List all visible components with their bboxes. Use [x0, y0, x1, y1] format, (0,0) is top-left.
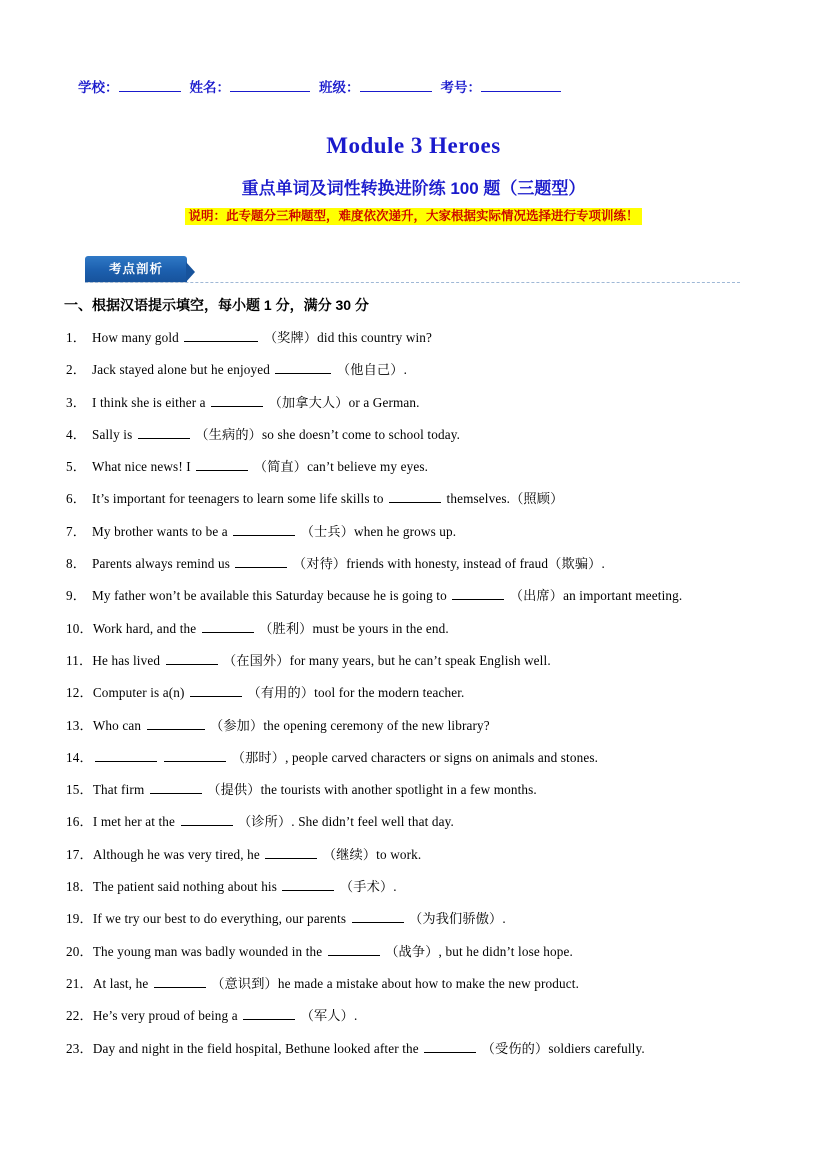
answer-blank[interactable] — [211, 394, 263, 407]
question-text-after: （简直）can’t believe my eyes. — [250, 459, 429, 475]
question-number: 5． — [66, 459, 87, 475]
question-text-before: My brother wants to be a — [92, 523, 232, 539]
answer-blank[interactable] — [233, 523, 295, 536]
answer-blank[interactable] — [190, 684, 242, 697]
question-item — [66, 839, 766, 871]
question-text-after: （意识到）he made a mistake about how to make the new product. — [207, 975, 580, 991]
name-blank[interactable] — [230, 78, 310, 92]
question-text-after: （战争）, but he didn’t lose hope. — [381, 943, 573, 959]
question-item — [66, 968, 766, 1000]
school-blank[interactable] — [119, 78, 181, 92]
question-item — [66, 322, 766, 354]
question-text-before: He’s very proud of being a — [92, 1008, 242, 1024]
student-info-header — [78, 76, 758, 96]
section-banner-tab: 考点剖析 — [85, 256, 187, 282]
answer-blank[interactable] — [147, 717, 205, 730]
answer-blank[interactable] — [138, 426, 190, 439]
question-item — [66, 677, 766, 709]
question-text-before: Parents always remind us — [92, 556, 234, 572]
question-number: 14． — [66, 749, 93, 765]
answer-blank[interactable] — [275, 361, 331, 374]
answer-blank[interactable] — [328, 943, 380, 956]
answer-blank[interactable] — [389, 490, 441, 503]
question-text-after: （军人）. — [297, 1008, 358, 1024]
question-item — [66, 516, 766, 548]
answer-blank[interactable] — [352, 910, 404, 923]
answer-blank[interactable] — [265, 846, 317, 859]
question-text-after: （加拿大人）or a German. — [265, 394, 420, 410]
question-text-after: （受伤的）soldiers carefully. — [478, 1040, 645, 1056]
answer-blank[interactable] — [235, 555, 287, 568]
answer-blank[interactable] — [452, 587, 504, 600]
question-item — [66, 806, 766, 838]
question-text-after: （生病的）so she doesn’t come to school today. — [191, 426, 461, 442]
question-text-after: （出席）an important meeting. — [506, 588, 683, 604]
question-text-before: If we try our best to do everything, our parents — [92, 911, 350, 927]
question-number: 8． — [66, 556, 87, 572]
answer-blank[interactable] — [196, 458, 248, 471]
question-text-before: Computer is a(n) — [92, 685, 189, 701]
question-text-before: Jack stayed alone but he enjoyed — [92, 362, 274, 378]
question-number: 17． — [66, 846, 93, 862]
question-text-before: Although he was very tired, he — [92, 846, 264, 862]
name-label: 姓名： — [189, 80, 230, 95]
question-text-before: That firm — [92, 782, 148, 798]
question-number: 23． — [66, 1040, 93, 1056]
question-text-after: （为我们骄傲）. — [405, 911, 506, 927]
question-item — [66, 645, 766, 677]
answer-blank[interactable] — [164, 749, 226, 762]
question-number: 6． — [66, 491, 87, 507]
answer-blank[interactable] — [184, 329, 258, 342]
question-text-after: （参加）the opening ceremony of the new library? — [206, 717, 490, 733]
question-text-before: What nice news! I — [92, 459, 195, 475]
question-text-before: It’s important for teenagers to learn some life skills to — [92, 491, 388, 507]
question-item — [66, 1000, 766, 1032]
question-text-before: Work hard, and the — [92, 620, 200, 636]
question-text-before: The patient said nothing about his — [92, 879, 281, 895]
answer-blank[interactable] — [150, 781, 202, 794]
question-item — [66, 354, 766, 386]
answer-blank[interactable] — [154, 975, 206, 988]
question-text-before: Day and night in the field hospital, Bethune looked after the — [92, 1040, 423, 1056]
question-text-after: （奖牌）did this country win? — [260, 330, 433, 345]
question-number: 22． — [66, 1008, 93, 1024]
answer-blank[interactable] — [424, 1040, 476, 1053]
page-title: Module 3 Heroes — [326, 133, 501, 158]
question-number: 20． — [66, 943, 93, 959]
question-item — [66, 871, 766, 903]
answer-blank[interactable] — [202, 620, 254, 633]
question-number: 13． — [66, 717, 93, 733]
exam-number-label: 考号： — [440, 80, 481, 95]
question-item — [66, 387, 766, 419]
note-container — [0, 207, 827, 225]
question-item — [66, 1033, 766, 1065]
question-item — [66, 580, 766, 612]
question-item — [66, 451, 766, 483]
class-label: 班级： — [319, 80, 360, 95]
answer-blank[interactable] — [95, 749, 157, 762]
question-text-after: （提供）the tourists with another spotlight in a few months. — [203, 782, 537, 798]
question-item — [66, 483, 766, 515]
question-text-after: （士兵）when he grows up. — [297, 523, 457, 539]
question-text-before: The young man was badly wounded in the — [92, 943, 326, 959]
question-text-after: （他自己）. — [333, 362, 408, 378]
question-number: 16． — [66, 814, 93, 830]
question-number: 9． — [66, 588, 87, 604]
question-number: 10． — [66, 620, 93, 636]
question-text-before: At last, he — [92, 975, 152, 991]
question-number: 1． — [66, 330, 87, 345]
question-text-before: Who can — [92, 717, 145, 733]
question-item — [66, 419, 766, 451]
question-text-before: I met her at the — [92, 814, 179, 830]
question-text-before: I think she is either a — [92, 394, 210, 410]
question-number: 12． — [66, 685, 93, 701]
school-label: 学校： — [78, 80, 119, 95]
question-list — [66, 322, 766, 1065]
question-number: 4． — [66, 426, 87, 442]
question-number: 21． — [66, 975, 93, 991]
question-text-after: themselves.（照顾） — [443, 491, 564, 507]
question-item — [66, 742, 766, 774]
question-number: 15． — [66, 782, 93, 798]
class-blank[interactable] — [360, 78, 432, 92]
question-item — [66, 710, 766, 742]
question-text-after: （胜利）must be yours in the end. — [255, 620, 449, 636]
question-number: 19． — [66, 911, 93, 927]
section-banner — [85, 256, 740, 286]
question-item — [66, 548, 766, 580]
question-number: 11． — [66, 652, 93, 668]
answer-blank[interactable] — [166, 652, 218, 665]
question-text-after: （诊所）. She didn’t feel well that day. — [234, 814, 454, 830]
section-heading: 一、根据汉语提示填空，每小题 1 分，满分 30 分 — [64, 297, 369, 313]
answer-blank[interactable] — [243, 1007, 295, 1020]
question-item — [66, 613, 766, 645]
answer-blank[interactable] — [181, 813, 233, 826]
exam-number-blank[interactable] — [481, 78, 561, 92]
page-subtitle: 重点单词及词性转换进阶练 100 题（三题型） — [241, 179, 586, 198]
instruction-note: 说明：此专题分三种题型，难度依次递升，大家根据实际情况选择进行专项训练！ — [185, 208, 641, 225]
question-number: 3． — [66, 394, 87, 410]
question-text-before: My father won’t be available this Saturday because he is going to — [92, 588, 451, 604]
question-item — [66, 936, 766, 968]
question-text-after: （对待）friends with honesty, instead of fraud（欺骗）. — [289, 556, 605, 572]
question-number: 18． — [66, 879, 93, 895]
question-text-before: How many gold — [92, 330, 183, 345]
section-banner-rule — [85, 282, 740, 283]
answer-blank[interactable] — [282, 878, 334, 891]
question-text-after: （那时）, people carved characters or signs on animals and stones. — [228, 749, 599, 765]
question-text-before: He has lived — [92, 652, 164, 668]
question-text-after: （有用的）tool for the modern teacher. — [244, 685, 465, 701]
question-text-after: （在国外）for many years, but he can’t speak English well. — [219, 652, 551, 668]
question-text-before: Sally is — [92, 426, 136, 442]
question-number: 7． — [66, 523, 87, 539]
question-text-after: （手术）. — [336, 879, 397, 895]
question-item — [66, 903, 766, 935]
question-number: 2． — [66, 362, 87, 378]
question-text-after: （继续）to work. — [319, 846, 422, 862]
question-item — [66, 774, 766, 806]
